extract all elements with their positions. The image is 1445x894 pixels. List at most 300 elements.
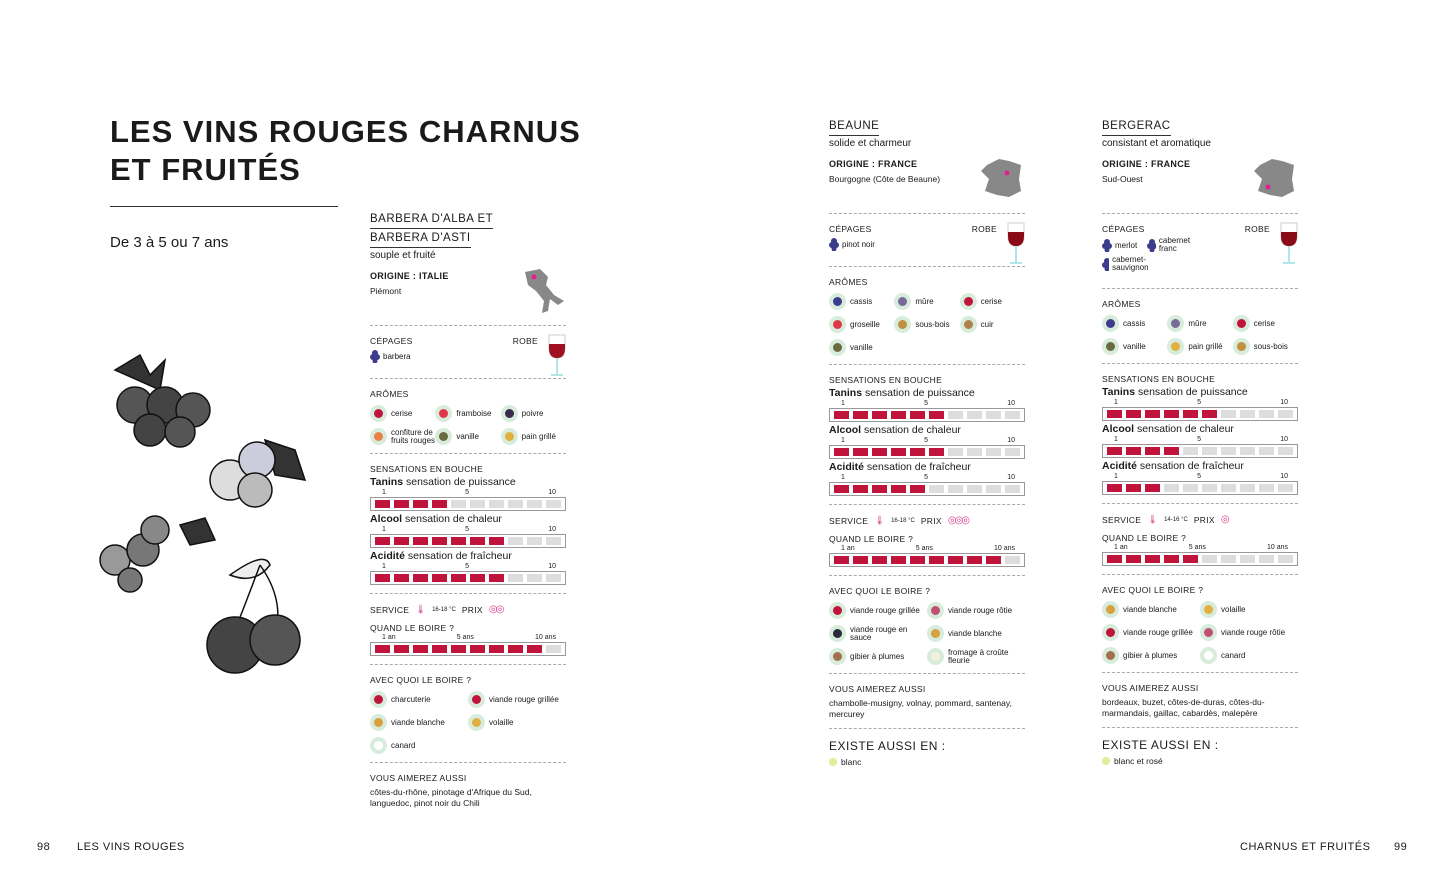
undergrowth-icon bbox=[894, 316, 911, 333]
cepages-label: CÉPAGES bbox=[829, 224, 872, 234]
food-list bbox=[829, 602, 1025, 665]
gauge-segment bbox=[546, 537, 561, 545]
aroma-item: framboise bbox=[435, 405, 500, 422]
gauge-segment bbox=[1240, 410, 1255, 418]
page-title bbox=[110, 113, 581, 189]
food-item: viande rouge rôtie bbox=[1200, 624, 1298, 641]
vanilla-icon bbox=[1102, 338, 1119, 355]
blackberry-icon bbox=[1167, 315, 1184, 332]
region: Sud-Ouest bbox=[1102, 174, 1143, 184]
aimerez-label: VOUS AIMEREZ AUSSI bbox=[370, 773, 467, 783]
gauge-segment bbox=[948, 556, 963, 564]
gauge-segment bbox=[451, 500, 466, 508]
red-wine-glass-icon bbox=[1280, 222, 1298, 266]
tanins-gauge bbox=[370, 497, 566, 511]
cepage-item: cabernet franc bbox=[1147, 237, 1203, 253]
food-item: gibier à plumes bbox=[1102, 647, 1200, 664]
grilled-meat-icon bbox=[468, 691, 485, 708]
years-scale: 1 an 5 ans 10 ans bbox=[382, 634, 556, 641]
gauge-segment bbox=[986, 556, 1001, 564]
gauge-segment bbox=[1005, 448, 1020, 456]
page-number-left: 98 bbox=[37, 841, 51, 853]
wine-card-barbera bbox=[370, 210, 566, 809]
gauge-segment bbox=[451, 537, 466, 545]
region: Piémont bbox=[370, 286, 402, 296]
toast-icon bbox=[1167, 338, 1184, 355]
gauge-segment bbox=[1202, 484, 1217, 492]
aroma-item: cerise bbox=[370, 405, 435, 422]
gauge-segment bbox=[470, 537, 485, 545]
robe-label: ROBE bbox=[1244, 224, 1270, 234]
blackcurrant-icon bbox=[829, 293, 846, 310]
origin-label: ORIGINE : FRANCE bbox=[1102, 159, 1191, 169]
gauge-segment bbox=[432, 574, 447, 582]
gauge-segment bbox=[508, 645, 523, 653]
gauge-segment bbox=[891, 556, 906, 564]
gauge-segment bbox=[470, 645, 485, 653]
red-wine-glass-icon bbox=[1007, 222, 1025, 266]
gauge-segment bbox=[834, 411, 849, 419]
gauge-segment bbox=[489, 500, 504, 508]
gauge-segment bbox=[1278, 555, 1293, 563]
gauge-segment bbox=[527, 537, 542, 545]
food-item: gibier à plumes bbox=[829, 648, 927, 665]
gauge-segment bbox=[413, 574, 428, 582]
title-line-2: ET FRUITÉS bbox=[110, 152, 301, 187]
gauge-segment bbox=[451, 574, 466, 582]
cepages-label: CÉPAGES bbox=[1102, 224, 1145, 234]
food-list bbox=[1102, 601, 1298, 664]
gauge-segment bbox=[1107, 555, 1122, 563]
gauge-segment bbox=[1183, 410, 1198, 418]
gauge-segment bbox=[1278, 484, 1293, 492]
aroma-item: confiture de fruits rouges bbox=[370, 428, 435, 445]
wine-subtitle: solide et charmeur bbox=[829, 138, 912, 149]
gauge-segment bbox=[1240, 555, 1255, 563]
thermometer-icon: 🌡 bbox=[874, 515, 886, 525]
meat-in-sauce-icon bbox=[829, 625, 846, 642]
gauge-segment bbox=[1240, 447, 1255, 455]
alcool-label: Alcool sensation de chaleur bbox=[1102, 423, 1234, 435]
aroma-item: cassis bbox=[829, 293, 894, 310]
gauge-segment bbox=[546, 500, 561, 508]
food-item: viande rouge grillée bbox=[1102, 624, 1200, 641]
scale-ticks: 1 5 10 bbox=[841, 474, 1015, 481]
gauge-segment bbox=[508, 500, 523, 508]
gauge-segment bbox=[1202, 410, 1217, 418]
tanins-label: Tanins sensation de puissance bbox=[1102, 386, 1248, 398]
charcuterie-icon bbox=[370, 691, 387, 708]
gauge-segment bbox=[413, 645, 428, 653]
gauge-segment bbox=[1221, 484, 1236, 492]
gauge-segment bbox=[1164, 555, 1179, 563]
gauge-segment bbox=[1005, 411, 1020, 419]
gauge-segment bbox=[375, 537, 390, 545]
gauge-segment bbox=[394, 645, 409, 653]
gauge-segment bbox=[910, 411, 925, 419]
gauge-segment bbox=[891, 485, 906, 493]
food-item: viande blanche bbox=[370, 714, 468, 731]
aimerez-text: bordeaux, buzet, côtes-de-duras, côtes-du-marmandais, gaillac, cabardès, malepère bbox=[1102, 697, 1265, 718]
gauge-segment bbox=[1107, 447, 1122, 455]
poultry-icon bbox=[468, 714, 485, 731]
gauge-segment bbox=[1145, 410, 1160, 418]
alcool-label: Alcool sensation de chaleur bbox=[370, 513, 502, 525]
gauge-segment bbox=[1278, 447, 1293, 455]
gauge-segment bbox=[1107, 484, 1122, 492]
cherry-icon bbox=[370, 405, 387, 422]
aimerez-label: VOUS AIMEREZ AUSSI bbox=[829, 684, 926, 694]
quand-label: QUAND LE BOIRE ? bbox=[1102, 533, 1187, 543]
gauge-segment bbox=[967, 556, 982, 564]
food-item: viande rouge en sauce bbox=[829, 625, 927, 642]
aroma-item: poivre bbox=[501, 405, 566, 422]
gauge-segment bbox=[489, 645, 504, 653]
duck-icon bbox=[1200, 647, 1217, 664]
service-row: SERVICE 🌡 16-18 °C PRIX ◎◎ bbox=[370, 604, 503, 615]
service-row: SERVICE 🌡 14-16 °C PRIX ◎ bbox=[1102, 514, 1228, 525]
gauge-segment bbox=[986, 411, 1001, 419]
wine-name: BARBERA D'ALBA ET BARBERA D'ASTI bbox=[370, 210, 566, 248]
gauge-segment bbox=[986, 485, 1001, 493]
food-item: canard bbox=[1200, 647, 1298, 664]
scale-ticks: 1 5 10 bbox=[382, 489, 556, 496]
gauge-segment bbox=[1183, 555, 1198, 563]
wine-card-bergerac bbox=[1102, 117, 1298, 766]
gauge-segment bbox=[375, 500, 390, 508]
title-divider bbox=[110, 206, 338, 207]
gauge-segment bbox=[394, 574, 409, 582]
white-meat-icon bbox=[370, 714, 387, 731]
duck-icon bbox=[370, 737, 387, 754]
sensations-label: SENSATIONS EN BOUCHE bbox=[829, 375, 943, 385]
food-item: fromage à croûte fleurie bbox=[927, 648, 1025, 665]
white-rose-swatch bbox=[1102, 757, 1110, 765]
gauge-segment bbox=[872, 411, 887, 419]
blackberry-icon bbox=[894, 293, 911, 310]
vanilla-icon bbox=[829, 339, 846, 356]
acidite-gauge bbox=[370, 571, 566, 585]
thermometer-icon: 🌡 bbox=[415, 604, 427, 614]
grape-icon bbox=[1102, 257, 1109, 271]
title-line-1: LES VINS ROUGES CHARNUS bbox=[110, 114, 581, 149]
price-level: ◎ bbox=[1220, 514, 1228, 525]
roast-meat-icon bbox=[927, 602, 944, 619]
origin-label: ORIGINE : FRANCE bbox=[829, 159, 918, 169]
white-meat-icon bbox=[1102, 601, 1119, 618]
food-item: volaille bbox=[1200, 601, 1298, 618]
scale-ticks: 1 5 10 bbox=[382, 563, 556, 570]
game-bird-icon bbox=[1102, 647, 1119, 664]
existe-label: EXISTE AUSSI EN : bbox=[1102, 738, 1219, 752]
gauge-segment bbox=[910, 485, 925, 493]
aroma-item: mûre bbox=[894, 293, 959, 310]
red-wine-glass-icon bbox=[548, 334, 566, 378]
gauge-segment bbox=[910, 556, 925, 564]
gauge-segment bbox=[394, 500, 409, 508]
existe-item: blanc bbox=[829, 757, 1025, 767]
scale-ticks: 1 5 10 bbox=[1114, 399, 1288, 406]
gauge-segment bbox=[929, 411, 944, 419]
gauge-segment bbox=[834, 556, 849, 564]
aroma-item: cerise bbox=[1233, 315, 1298, 332]
gauge-segment bbox=[834, 485, 849, 493]
gauge-segment bbox=[948, 411, 963, 419]
gauge-segment bbox=[1126, 447, 1141, 455]
gauge-segment bbox=[432, 500, 447, 508]
gauge-segment bbox=[872, 448, 887, 456]
alcool-gauge bbox=[370, 534, 566, 548]
years-scale: 1 an 5 ans 10 ans bbox=[841, 545, 1015, 552]
avec-label: AVEC QUOI LE BOIRE ? bbox=[370, 675, 472, 685]
cepage-item: barbera bbox=[370, 349, 413, 363]
toast-icon bbox=[501, 428, 518, 445]
gauge-segment bbox=[891, 411, 906, 419]
aimerez-label: VOUS AIMEREZ AUSSI bbox=[1102, 683, 1199, 693]
tanins-gauge bbox=[1102, 407, 1298, 421]
running-head-right: CHARNUS ET FRUITÉS bbox=[1240, 841, 1371, 853]
tanins-gauge bbox=[829, 408, 1025, 422]
gauge-segment bbox=[891, 448, 906, 456]
gauge-segment bbox=[546, 574, 561, 582]
gauge-segment bbox=[1145, 555, 1160, 563]
aimerez-text: côtes-du-rhône, pinotage d'Afrique du Sud, languedoc, pinot noir du Chili bbox=[370, 787, 532, 808]
gauge-segment bbox=[527, 574, 542, 582]
wine-subtitle: consistant et aromatique bbox=[1102, 138, 1211, 149]
aroma-item: pain grillé bbox=[501, 428, 566, 445]
gauge-segment bbox=[1202, 555, 1217, 563]
aroma-item: vanille bbox=[435, 428, 500, 445]
vanilla-icon bbox=[435, 428, 452, 445]
gauge-segment bbox=[394, 537, 409, 545]
gauge-segment bbox=[1107, 410, 1122, 418]
gauge-segment bbox=[967, 448, 982, 456]
food-item: viande rouge rôtie bbox=[927, 602, 1025, 619]
food-list bbox=[370, 691, 566, 754]
gauge-segment bbox=[375, 574, 390, 582]
age-range: De 3 à 5 ou 7 ans bbox=[110, 234, 229, 251]
running-head-left: LES VINS ROUGES bbox=[77, 841, 185, 853]
drinking-window-gauge bbox=[1102, 552, 1298, 566]
gauge-segment bbox=[413, 537, 428, 545]
gauge-segment bbox=[1202, 447, 1217, 455]
gauge-segment bbox=[967, 411, 982, 419]
cepage-item: pinot noir bbox=[829, 237, 875, 251]
food-item: canard bbox=[370, 737, 468, 754]
gauge-segment bbox=[432, 537, 447, 545]
gauge-segment bbox=[470, 574, 485, 582]
existe-label: EXISTE AUSSI EN : bbox=[829, 739, 946, 753]
gauge-segment bbox=[1278, 410, 1293, 418]
cepage-item: merlot bbox=[1102, 237, 1137, 253]
gauge-segment bbox=[986, 448, 1001, 456]
aroma-item: mûre bbox=[1167, 315, 1232, 332]
gauge-segment bbox=[527, 645, 542, 653]
food-item: charcuterie bbox=[370, 691, 468, 708]
france-map-icon bbox=[979, 155, 1025, 201]
gauge-segment bbox=[451, 645, 466, 653]
food-item: volaille bbox=[468, 714, 566, 731]
gauge-segment bbox=[853, 556, 868, 564]
aromes-label: ARÔMES bbox=[829, 277, 868, 287]
raspberry-icon bbox=[435, 405, 452, 422]
gauge-segment bbox=[853, 485, 868, 493]
wine-subtitle: souple et fruité bbox=[370, 250, 436, 261]
grilled-meat-icon bbox=[1102, 624, 1119, 641]
thermometer-icon: 🌡 bbox=[1147, 514, 1159, 524]
gauge-segment bbox=[489, 574, 504, 582]
robe-label: ROBE bbox=[512, 336, 538, 346]
leather-icon bbox=[960, 316, 977, 333]
scale-ticks: 1 5 10 bbox=[841, 437, 1015, 444]
gauge-segment bbox=[967, 485, 982, 493]
food-item: viande blanche bbox=[927, 625, 1025, 642]
gauge-segment bbox=[872, 556, 887, 564]
gauge-segment bbox=[1126, 555, 1141, 563]
gauge-segment bbox=[508, 537, 523, 545]
wine-name: BERGERAC bbox=[1102, 117, 1298, 136]
aroma-list bbox=[829, 293, 1025, 356]
gauge-segment bbox=[432, 645, 447, 653]
cepages-label: CÉPAGES bbox=[370, 336, 413, 346]
alcool-gauge bbox=[829, 445, 1025, 459]
robe-label: ROBE bbox=[971, 224, 997, 234]
wine-card-beaune bbox=[829, 117, 1025, 767]
white-meat-icon bbox=[927, 625, 944, 642]
gauge-segment bbox=[1005, 556, 1020, 564]
fruit-illustration bbox=[95, 350, 315, 690]
acidite-label: Acidité sensation de fraîcheur bbox=[370, 550, 512, 562]
jam-icon bbox=[370, 428, 387, 445]
quand-label: QUAND LE BOIRE ? bbox=[370, 623, 455, 633]
aroma-item: vanille bbox=[1102, 338, 1167, 355]
gauge-segment bbox=[508, 574, 523, 582]
gauge-segment bbox=[929, 485, 944, 493]
gauge-segment bbox=[546, 645, 561, 653]
service-row: SERVICE 🌡 16-18 °C PRIX ◎◎◎ bbox=[829, 515, 969, 526]
aimerez-text: chambolle-musigny, volnay, pommard, santenay, mercurey bbox=[829, 698, 1012, 719]
page-number-right: 99 bbox=[1394, 841, 1408, 853]
france-map-icon bbox=[1252, 155, 1298, 201]
roast-meat-icon bbox=[1200, 624, 1217, 641]
redcurrant-icon bbox=[829, 316, 846, 333]
gauge-segment bbox=[1221, 447, 1236, 455]
food-item: viande rouge grillée bbox=[468, 691, 566, 708]
grape-icon bbox=[829, 237, 839, 251]
gauge-segment bbox=[1221, 410, 1236, 418]
food-item: viande rouge grillée bbox=[829, 602, 927, 619]
gauge-segment bbox=[1005, 485, 1020, 493]
gauge-segment bbox=[948, 485, 963, 493]
avec-label: AVEC QUOI LE BOIRE ? bbox=[1102, 585, 1204, 595]
gauge-segment bbox=[853, 448, 868, 456]
gauge-segment bbox=[1183, 484, 1198, 492]
scale-ticks: 1 5 10 bbox=[1114, 473, 1288, 480]
gauge-segment bbox=[470, 500, 485, 508]
sensations-label: SENSATIONS EN BOUCHE bbox=[1102, 374, 1216, 384]
wine-name: BEAUNE bbox=[829, 117, 1025, 136]
cepage-item: cabernet-sauvignon bbox=[1102, 256, 1162, 272]
cherry-icon bbox=[960, 293, 977, 310]
gauge-segment bbox=[948, 448, 963, 456]
gauge-segment bbox=[910, 448, 925, 456]
scale-ticks: 1 5 10 bbox=[1114, 436, 1288, 443]
avec-label: AVEC QUOI LE BOIRE ? bbox=[829, 586, 931, 596]
pepper-icon bbox=[501, 405, 518, 422]
scale-ticks: 1 5 10 bbox=[841, 400, 1015, 407]
aroma-item: sous-bois bbox=[1233, 338, 1298, 355]
gauge-segment bbox=[872, 485, 887, 493]
gauge-segment bbox=[527, 500, 542, 508]
white-wine-swatch bbox=[829, 758, 837, 766]
gauge-segment bbox=[1259, 555, 1274, 563]
aromes-label: ARÔMES bbox=[370, 389, 409, 399]
tanins-label: Tanins sensation de puissance bbox=[829, 387, 975, 399]
aroma-item: groseille bbox=[829, 316, 894, 333]
acidite-gauge bbox=[1102, 481, 1298, 495]
aromes-label: ARÔMES bbox=[1102, 299, 1141, 309]
aroma-item: vanille bbox=[829, 339, 894, 356]
gauge-segment bbox=[1259, 410, 1274, 418]
grilled-meat-icon bbox=[829, 602, 846, 619]
gauge-segment bbox=[1164, 410, 1179, 418]
gauge-segment bbox=[375, 645, 390, 653]
acidite-label: Acidité sensation de fraîcheur bbox=[1102, 460, 1244, 472]
gauge-segment bbox=[1126, 410, 1141, 418]
gauge-segment bbox=[489, 537, 504, 545]
sensations-label: SENSATIONS EN BOUCHE bbox=[370, 464, 484, 474]
gauge-segment bbox=[834, 448, 849, 456]
price-level: ◎◎◎ bbox=[947, 515, 969, 526]
gauge-segment bbox=[1145, 447, 1160, 455]
scale-ticks: 1 5 10 bbox=[382, 526, 556, 533]
years-scale: 1 an 5 ans 10 ans bbox=[1114, 544, 1288, 551]
gauge-segment bbox=[1145, 484, 1160, 492]
poultry-icon bbox=[1200, 601, 1217, 618]
blackcurrant-icon bbox=[1102, 315, 1119, 332]
origin-label: ORIGINE : ITALIE bbox=[370, 271, 449, 281]
gauge-segment bbox=[413, 500, 428, 508]
gauge-segment bbox=[1164, 447, 1179, 455]
cheese-icon bbox=[927, 648, 944, 665]
gauge-segment bbox=[1164, 484, 1179, 492]
italy-map-icon bbox=[520, 267, 566, 317]
tanins-label: Tanins sensation de puissance bbox=[370, 476, 516, 488]
gauge-segment bbox=[853, 411, 868, 419]
acidite-gauge bbox=[829, 482, 1025, 496]
aroma-item: cuir bbox=[960, 316, 1025, 333]
price-level: ◎◎ bbox=[488, 604, 503, 615]
gauge-segment bbox=[1240, 484, 1255, 492]
gauge-segment bbox=[1259, 484, 1274, 492]
aroma-item: cassis bbox=[1102, 315, 1167, 332]
gauge-segment bbox=[1183, 447, 1198, 455]
grape-icon bbox=[370, 349, 380, 363]
grape-icon bbox=[1102, 238, 1112, 252]
aroma-list bbox=[370, 405, 566, 445]
region: Bourgogne (Côte de Beaune) bbox=[829, 174, 941, 184]
game-bird-icon bbox=[829, 648, 846, 665]
cherry-icon bbox=[1233, 315, 1250, 332]
aroma-item: cerise bbox=[960, 293, 1025, 310]
gauge-segment bbox=[929, 448, 944, 456]
gauge-segment bbox=[1221, 555, 1236, 563]
aroma-item: pain grillé bbox=[1167, 338, 1232, 355]
alcool-gauge bbox=[1102, 444, 1298, 458]
grape-icon bbox=[1147, 238, 1156, 252]
food-item: viande blanche bbox=[1102, 601, 1200, 618]
undergrowth-icon bbox=[1233, 338, 1250, 355]
